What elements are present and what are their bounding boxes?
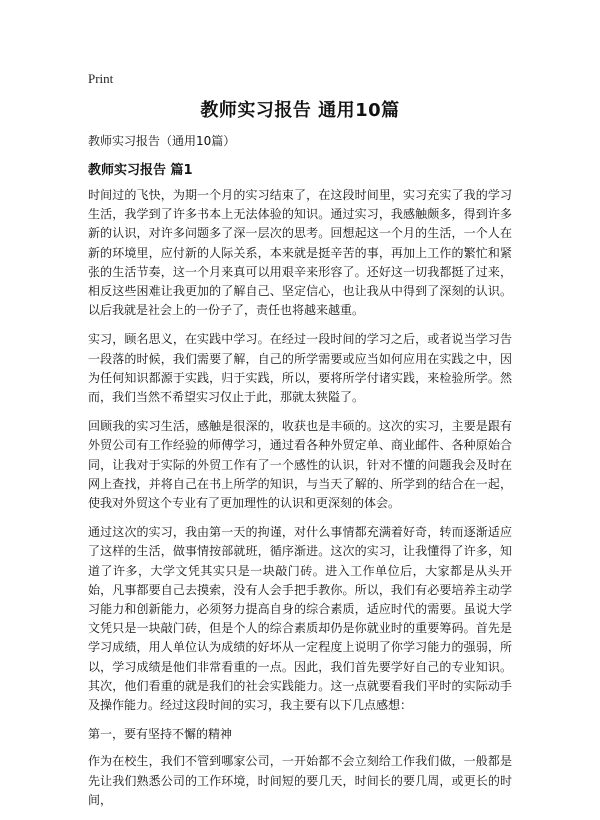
- document-body: [88, 186, 512, 820]
- section-heading: 教师实习报告 篇1: [88, 163, 193, 178]
- point-heading: 第一，要有坚持不懈的精神: [88, 727, 233, 742]
- paragraph: 回顾我的实习生活，感触是很深的，收获也是丰硕的。这次的实习，主要是跟有外贸公司有工作经验的师傅学习，通过看各种外贸定单、商业邮件、各种原始合同，让我对于实际的外贸工作有了一个感性的认识，针对不懂的问题我会及时在网上查找，并将自己在书上所学的知识，与当天了解的、所学到的结合在一起，使我对外贸这个专业有了更加理性的认识和更深刻的体会。: [88, 419, 512, 511]
- print-link[interactable]: Print: [88, 71, 114, 86]
- document-subtitle: 教师实习报告（通用10篇）: [88, 134, 236, 148]
- document-title: 教师实习报告 通用10篇: [200, 100, 400, 121]
- paragraph: 作为在校生，我们不管到哪家公司，一开始都不会立刻给工作我们做，一般都是先让我们熟悉公司的工作环境，时间短的要几天，时间长的要几周，或更长的时间，: [88, 754, 512, 807]
- paragraph: 通过这次的实习，我由第一天的拘谨，对什么事情都充满着好奇，转而逐渐适应了这样的生活，做事情按部就班，循序渐进。这次的实习，让我懂得了许多，知道了许多，大学文凭其实只是一块敲门砖。进入工作单位后，大家都是从头开始，凡事都要自己去摸索，没有人会手把手教你。所以，我们有必要培养主动学习能力和创新能力，必须努力提高自身的综合素质，适应时代的需要。虽说大学文凭只是一块敲门砖，但是个人的综合素质却仍是你就业时的重要筹码。首先是学习成绩，用人单位认为成绩的好坏从一定程度上说明了你学习能力的强弱，所以，学习成绩是他们非常看重的一点。因此，我们首先要学好自己的专业知识。其次，他们看重的就是我们的社会实践能力。这一点就要看我们平时的实际动手及操作能力。经过这段时间的实习，我主要有以下几点感想：: [88, 525, 512, 713]
- paragraph: 实习，顾名思义，在实践中学习。在经过一段时间的学习之后，或者说当学习告一段落的时候，我们需要了解，自己的所学需要或应当如何应用在实践之中，因为任何知识都源于实践，归于实践，所以，要将所学付诸实践，来检验所学。然而，我们当然不希望实习仅止于此，那就太狭隘了。: [88, 332, 512, 405]
- paragraph: 时间过的飞快，为期一个月的实习结束了，在这段时间里，实习充实了我的学习生活，我学到了许多书本上无法体验的知识。通过实习，我感触颇多，得到许多新的认识，对许多问题多了深一层次的思考。回想起这一个月的生活，一个人在新的环境里，应付新的人际关系，本来就是挺辛苦的事，再加上工作的繁忙和紧张的生活节奏，这一个月来真可以用艰辛来形容了。还好这一切我都挺了过来，相反这些困难让我更加的了解自己、坚定信心，也让我从中得到了深刻的认识。以后我就是社会上的一份子了，责任也将越来越重。: [88, 188, 512, 318]
